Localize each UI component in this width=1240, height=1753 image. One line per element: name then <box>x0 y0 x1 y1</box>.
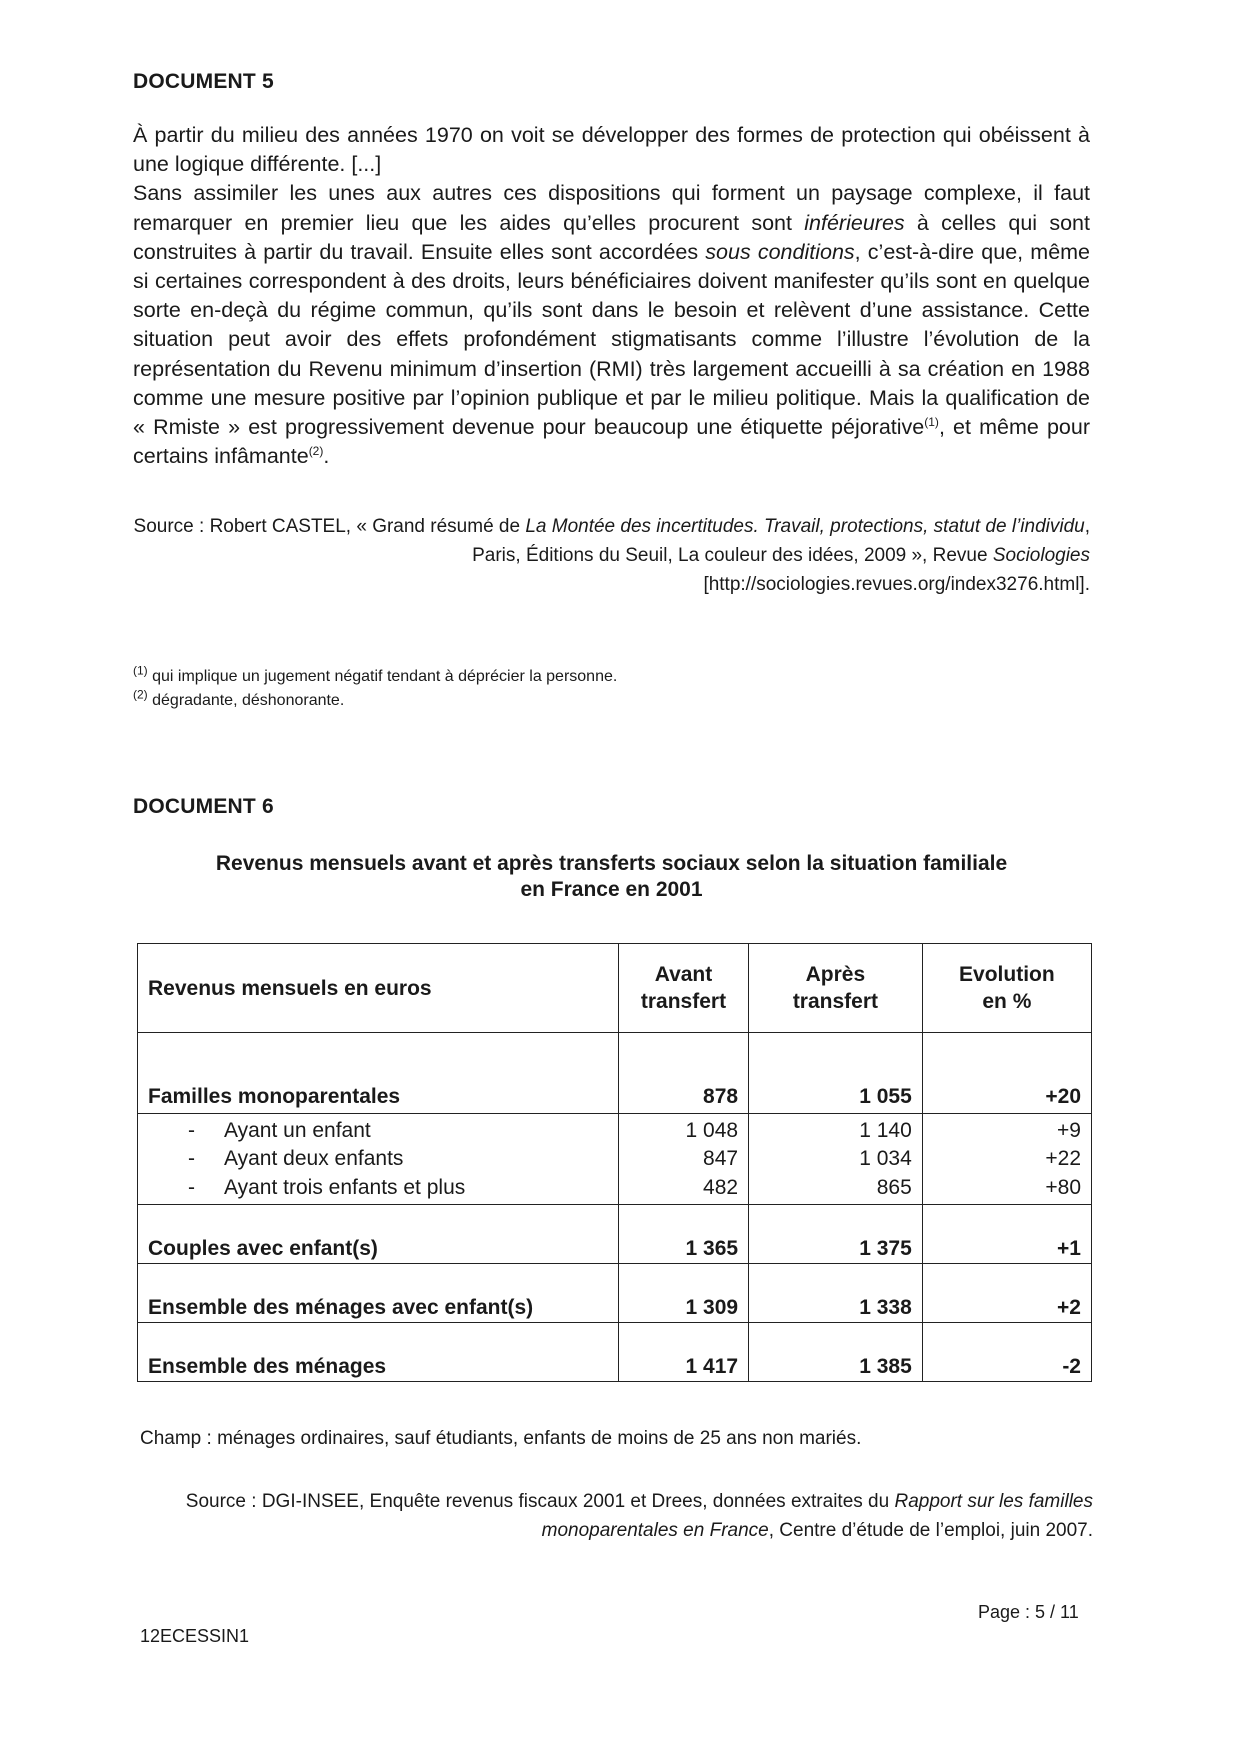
table-scope-note: Champ : ménages ordinaires, sauf étudiants, enfants de moins de 25 ans non mariés. <box>140 1428 862 1449</box>
book-title: La Montée des incertitudes. Travail, protections, statut de l’individu <box>525 516 1085 537</box>
document-6-source <box>133 1487 1093 1545</box>
cell-evolution: +9 <box>1057 1118 1081 1142</box>
dash: - <box>188 1175 195 1199</box>
text: à celles qui sont construites à partir du travail. Ensuite elles sont accordées <box>133 210 1090 264</box>
cell-avant: 847 <box>703 1147 739 1170</box>
table-header-row <box>138 944 1092 1033</box>
text: Source : Robert CASTEL, « Grand résumé de <box>133 516 526 537</box>
row-label: Familles monoparentales <box>138 1033 619 1114</box>
footnote-1 <box>133 665 617 689</box>
cell-apres: 1 385 <box>749 1323 923 1382</box>
cell-avant: 878 <box>618 1033 748 1114</box>
header-line: Avant <box>654 963 713 986</box>
text: , Centre d’étude de l’emploi, juin 2007. <box>768 1520 1093 1541</box>
label-text: Ayant trois enfants et plus <box>224 1175 466 1199</box>
cell-evolution: +20 <box>922 1033 1091 1114</box>
header-category: Revenus mensuels en euros <box>138 944 619 1033</box>
text: . <box>323 444 330 469</box>
paragraph-1: À partir du milieu des années 1970 on voit se développer des formes de protection qui obéissent à une logique différente. [...] <box>133 123 1090 177</box>
cell-apres: 1 055 <box>749 1033 923 1114</box>
header-line: Evolution <box>959 963 1055 986</box>
footnote-ref-2: (2) <box>308 444 324 459</box>
cell-apres: 1 338 <box>749 1264 923 1323</box>
cell-apres: 1 140 <box>859 1118 912 1142</box>
text: Sans assimiler les unes aux autres ces dispositions qui forment un paysage complexe, il faut remarquer en premier lieu que les aides qu’elles procurent sont <box>133 181 1090 235</box>
table-row <box>138 1264 1092 1323</box>
dash: - <box>188 1118 195 1142</box>
cell-avant: 1 417 <box>618 1323 748 1382</box>
cell-avant: 1 309 <box>618 1264 748 1323</box>
row-label: Ensemble des ménages <box>138 1323 619 1382</box>
table-row <box>138 1033 1092 1114</box>
text: Source : DGI-INSEE, Enquête revenus fiscaux 2001 et Drees, données extraites du <box>185 1491 895 1512</box>
header-line: transfert <box>640 990 727 1013</box>
footnote-ref-1: (1) <box>924 414 939 429</box>
header-evolution <box>922 944 1091 1033</box>
cell-avant: 1 048 <box>685 1118 739 1142</box>
subrow-labels <box>138 1114 619 1205</box>
cell-apres: 1 034 <box>859 1147 912 1170</box>
cell-avant: 482 <box>703 1175 739 1199</box>
table-row-group-subrows <box>138 1114 1092 1205</box>
cell-avant: 1 365 <box>618 1205 748 1264</box>
table-title <box>133 851 1090 903</box>
emphasis: sous conditions <box>705 239 855 264</box>
footnote-2 <box>133 689 617 713</box>
footnote-mark: (1) <box>133 663 148 678</box>
text: , c’est-à-dire que, même si certaines correspondent à des droits, leurs bénéficiaires doivent manifester qu’ils sont en quelque sorte en-deçà du régime commun, qu’ils sont dans le besoin et relèvent d’une assistance. Cette situation peut avoir des effets profondément stigmatisants comme l’illustre l’évolution de la représentation du Revenu minimum d’insertion (RMI) très largement accueilli à sa création en 1988 comme une mesure positive par l’opinion publique et par le milieu politique. Mais la qualification de « Rmiste » est progressivement devenue pour beaucoup une étiquette péjorative <box>133 239 1091 440</box>
text: , et même pour certains infâmante <box>133 415 1090 469</box>
cells-avant <box>618 1114 748 1205</box>
cells-apres <box>749 1114 923 1205</box>
journal-title: Sociologies <box>992 545 1090 566</box>
cell-evolution: +22 <box>1045 1147 1081 1170</box>
footnote-mark: (2) <box>133 687 148 702</box>
row-label: Couples avec enfant(s) <box>138 1205 619 1264</box>
header-line: en % <box>982 990 1032 1013</box>
table-row <box>138 1205 1092 1264</box>
text: [http://sociologies.revues.org/index3276.html]. <box>703 574 1090 595</box>
footnote-text: dégradante, déshonorante. <box>147 692 345 709</box>
header-line: Après <box>805 963 866 986</box>
subrow-label <box>148 1145 608 1174</box>
cells-evolution <box>922 1114 1091 1205</box>
subrow-label <box>148 1174 608 1203</box>
footnotes <box>133 665 617 713</box>
label-text: Ayant deux enfants <box>224 1147 404 1170</box>
cell-apres: 1 375 <box>749 1205 923 1264</box>
document-5-body <box>133 121 1090 471</box>
document-6-heading: DOCUMENT 6 <box>133 795 274 818</box>
text: , Paris, Éditions du Seuil, La couleur des idées, 2009 », Revue <box>472 516 1090 566</box>
cell-evolution: +1 <box>922 1205 1091 1264</box>
cell-evolution: +80 <box>1045 1175 1081 1199</box>
cell-apres: 865 <box>876 1175 912 1199</box>
header-apres <box>749 944 923 1033</box>
label-text: Ayant un enfant <box>224 1118 371 1142</box>
header-line: transfert <box>792 990 879 1013</box>
emphasis: inférieures <box>804 210 905 235</box>
document-5-heading: DOCUMENT 5 <box>133 70 274 93</box>
header-avant <box>618 944 748 1033</box>
report-title: Rapport sur les familles monoparentales en France <box>541 1491 1093 1541</box>
table-title-line-2: en France en 2001 <box>520 878 703 901</box>
document-code: 12ECESSIN1 <box>140 1626 250 1646</box>
subrow-label <box>148 1117 608 1146</box>
document-5-source <box>133 512 1090 599</box>
table-title-line-1: Revenus mensuels avant et après transferts sociaux selon la situation familiale <box>215 852 1008 875</box>
cell-evolution: -2 <box>922 1323 1091 1382</box>
table-row <box>138 1323 1092 1382</box>
dash: - <box>188 1147 195 1170</box>
footnote-text: qui implique un jugement négatif tendant à déprécier la personne. <box>147 668 618 685</box>
row-label: Ensemble des ménages avec enfant(s) <box>138 1264 619 1323</box>
paragraph-2 <box>133 179 1090 471</box>
income-table <box>137 943 1092 1382</box>
page-number: Page : 5 / 11 <box>978 1602 1079 1622</box>
cell-evolution: +2 <box>922 1264 1091 1323</box>
